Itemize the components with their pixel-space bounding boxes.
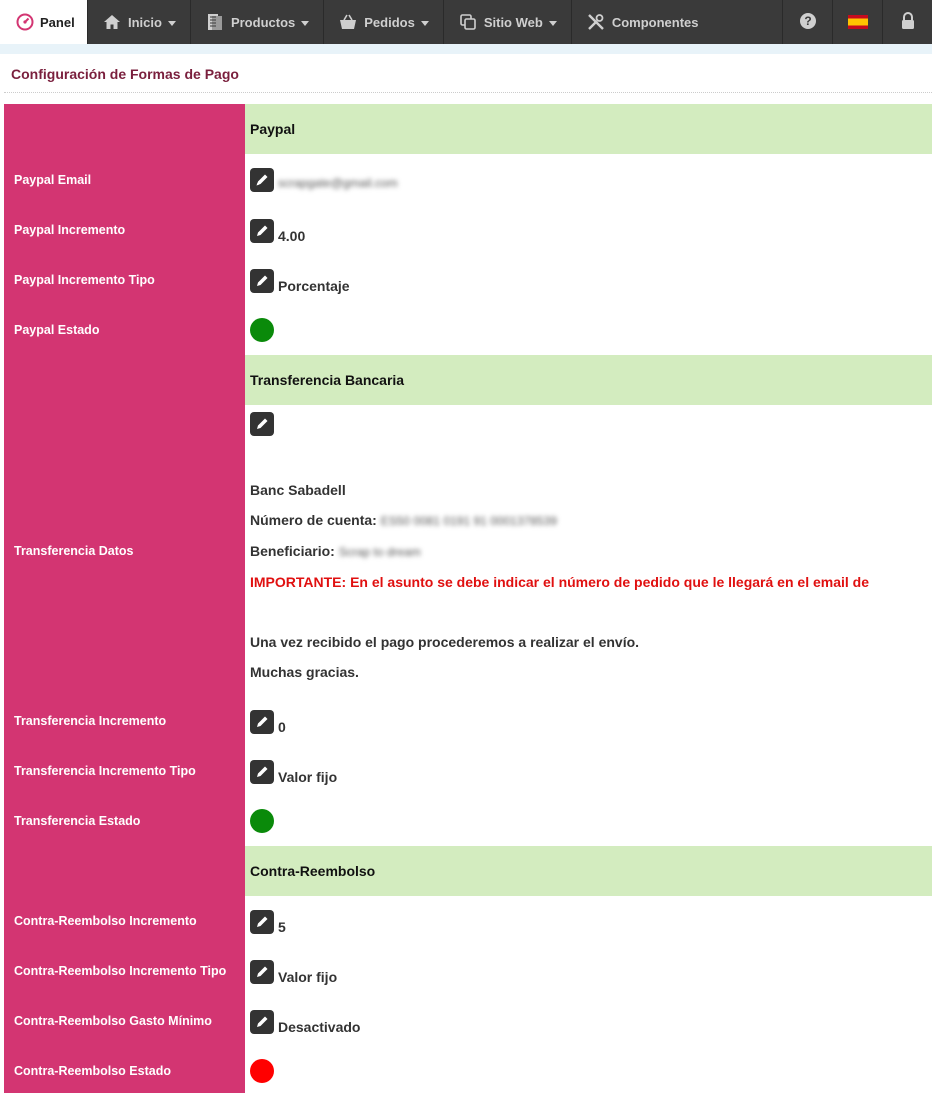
nav-sitio-web[interactable]	[444, 0, 572, 44]
contra-incremento-value: 5	[278, 919, 286, 935]
transferencia-status-indicator[interactable]	[250, 809, 274, 833]
nav-productos-label: Productos	[230, 14, 296, 30]
row-transferencia-incremento	[250, 709, 286, 735]
label-paypal-email: Paypal Email	[14, 173, 92, 187]
nav-panel[interactable]	[0, 0, 88, 44]
pencil-icon	[254, 1014, 270, 1030]
label-transferencia-datos: Transferencia Datos	[14, 544, 134, 558]
nav-inicio[interactable]	[88, 0, 191, 44]
bank-details	[250, 475, 869, 687]
label-column	[4, 104, 245, 1093]
label-paypal-estado: Paypal Estado	[14, 323, 100, 337]
edit-contra-gasto-minimo-button[interactable]	[250, 1010, 274, 1034]
pencil-icon	[254, 914, 270, 930]
pencil-icon	[254, 416, 270, 432]
bank-account-label: Número de cuenta:	[250, 512, 377, 528]
label-contra-incremento: Contra-Reembolso Incremento	[14, 914, 197, 928]
label-paypal-incremento: Paypal Incremento	[14, 223, 126, 237]
row-paypal-incremento	[250, 218, 305, 244]
products-icon	[205, 12, 225, 32]
chevron-down-icon	[421, 21, 429, 26]
edit-transferencia-incremento-button[interactable]	[250, 710, 274, 734]
row-paypal-incremento-tipo	[250, 268, 350, 294]
bank-account-value: ES50 0081 0191 91 0001378539	[380, 514, 557, 528]
title-divider	[4, 92, 932, 93]
bank-thanks: Muchas gracias.	[250, 664, 359, 680]
pencil-icon	[254, 764, 270, 780]
section-header-paypal: Paypal	[245, 104, 932, 154]
pencil-icon	[254, 964, 270, 980]
edit-paypal-incremento-tipo-button[interactable]	[250, 269, 274, 293]
contra-gasto-minimo-value: Desactivado	[278, 1019, 361, 1035]
spain-flag-icon	[848, 15, 868, 29]
pencil-icon	[254, 172, 270, 188]
nav-productos[interactable]	[191, 0, 324, 44]
label-transferencia-incremento-tipo: Transferencia Incremento Tipo	[14, 764, 196, 778]
edit-paypal-incremento-button[interactable]	[250, 219, 274, 243]
label-transferencia-estado: Transferencia Estado	[14, 814, 141, 828]
row-transferencia-incremento-tipo	[250, 759, 337, 785]
label-contra-incremento-tipo: Contra-Reembolso Incremento Tipo	[14, 964, 227, 978]
help-button[interactable]	[782, 0, 832, 44]
copy-icon	[458, 12, 478, 32]
edit-paypal-email-button[interactable]	[250, 168, 274, 192]
header-strip	[0, 44, 932, 54]
payment-config-table	[4, 104, 932, 1093]
nav-pedidos-label: Pedidos	[364, 14, 415, 30]
pencil-icon	[254, 714, 270, 730]
paypal-incremento-value: 4.00	[278, 228, 306, 244]
edit-transferencia-datos-button[interactable]	[250, 412, 274, 436]
chevron-down-icon	[301, 21, 309, 26]
bank-beneficiary-value: Scrap to dream	[338, 545, 421, 559]
transferencia-incremento-tipo-value: Valor fijo	[278, 769, 338, 785]
tools-icon	[586, 12, 606, 32]
label-contra-estado: Contra-Reembolso Estado	[14, 1064, 171, 1078]
svg-text:?: ?	[803, 13, 812, 28]
bank-important-note: IMPORTANTE: En el asunto se debe indicar el número de pedido que le llegará en el email de	[250, 574, 869, 590]
paypal-status-indicator[interactable]	[250, 318, 274, 342]
nav-inicio-label: Inicio	[128, 14, 162, 30]
pencil-icon	[254, 273, 270, 289]
row-contra-incremento	[250, 909, 286, 935]
bank-beneficiary-line	[250, 536, 869, 567]
bank-name: Banc Sabadell	[250, 482, 346, 498]
chevron-down-icon	[549, 21, 557, 26]
language-button[interactable]	[832, 0, 882, 44]
contra-incremento-tipo-value: Valor fijo	[278, 969, 338, 985]
row-paypal-email	[250, 168, 398, 192]
bank-after-payment: Una vez recibido el pago procederemos a realizar el envío.	[250, 634, 640, 650]
nav-panel-label: Panel	[40, 14, 75, 30]
nav-componentes[interactable]	[572, 0, 713, 44]
row-transferencia-datos-edit	[250, 412, 274, 436]
nav-componentes-label: Componentes	[611, 14, 699, 30]
label-contra-gasto-minimo: Contra-Reembolso Gasto Mínimo	[14, 1014, 212, 1028]
section-header-transferencia: Transferencia Bancaria	[245, 355, 932, 405]
chevron-down-icon	[168, 21, 176, 26]
lock-button[interactable]	[882, 0, 932, 44]
lock-icon	[900, 12, 916, 33]
help-icon	[799, 12, 817, 33]
edit-contra-incremento-button[interactable]	[250, 910, 274, 934]
contra-status-indicator[interactable]	[250, 1059, 274, 1083]
row-contra-incremento-tipo	[250, 959, 337, 985]
paypal-incremento-tipo-value: Porcentaje	[278, 278, 350, 294]
label-transferencia-incremento: Transferencia Incremento	[14, 714, 167, 728]
section-header-contra: Contra-Reembolso	[245, 846, 932, 896]
row-contra-gasto-minimo	[250, 1009, 360, 1035]
bank-account-line	[250, 505, 869, 536]
dashboard-icon	[16, 12, 34, 32]
home-icon	[102, 12, 122, 32]
basket-icon	[338, 12, 358, 32]
nav-pedidos[interactable]	[324, 0, 444, 44]
paypal-email-value: scrapgate@gmail.com	[278, 176, 398, 190]
nav-right-group	[782, 0, 932, 44]
page-title: Configuración de Formas de Pago	[11, 66, 239, 82]
label-paypal-incremento-tipo: Paypal Incremento Tipo	[14, 273, 155, 287]
pencil-icon	[254, 223, 270, 239]
edit-transferencia-incremento-tipo-button[interactable]	[250, 760, 274, 784]
top-navbar	[0, 0, 932, 44]
edit-contra-incremento-tipo-button[interactable]	[250, 960, 274, 984]
nav-sitio-web-label: Sitio Web	[483, 14, 543, 30]
transferencia-incremento-value: 0	[278, 719, 286, 735]
bank-beneficiary-label: Beneficiario:	[250, 543, 335, 559]
